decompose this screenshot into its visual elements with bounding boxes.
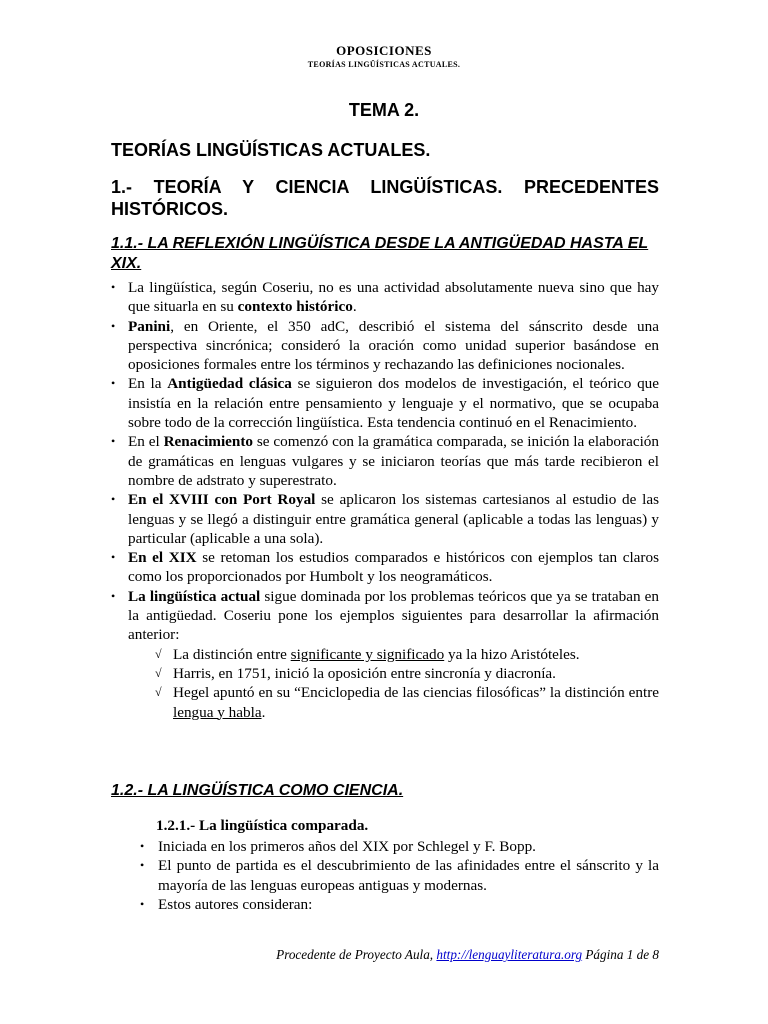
- list-item: [111, 317, 659, 375]
- item-text: Hegel apuntó en su “Enciclopedia de las ciencias filosóficas” la distinción entre: [173, 684, 659, 702]
- section-1-2-1-list: [140, 837, 659, 914]
- footer-page-number: Página 1 de 8: [582, 947, 659, 962]
- item-bold-text: En el XIX: [128, 549, 197, 567]
- bullet-icon: •: [140, 839, 145, 853]
- item-bold-text: En el XVIII con Port Royal: [128, 491, 316, 509]
- item-bold-text: La lingüística actual: [128, 587, 261, 605]
- item-bold-text: Panini: [128, 317, 171, 335]
- item-text: Iniciada en los primeros años del XIX por Schlegel y F. Bopp.: [158, 838, 536, 855]
- list-item: [111, 432, 659, 490]
- checkmark-icon: √: [155, 665, 162, 680]
- list-item: [111, 374, 659, 432]
- bullet-icon: •: [111, 550, 116, 565]
- list-item: [111, 587, 659, 722]
- bullet-icon: •: [111, 376, 116, 391]
- list-item: [111, 490, 659, 548]
- item-underlined-text: significante y significado: [290, 645, 445, 663]
- item-bold-text: Renacimiento: [163, 433, 253, 451]
- tema-heading: TEMA 2.: [348, 100, 420, 120]
- item-text: se siguieron dos modelos de investigación, el teórico que insistía en la relación entre pensamiento y lenguaje y el normativo, que se ocupaba sobre todo de la corrección lingüística. Esta tendencia continuó en el Renacimiento.: [128, 375, 659, 432]
- header-subtitle: TEORÍAS LINGÜÍSTICAS ACTUALES.: [307, 60, 461, 69]
- item-text: ya la hizo Aristóteles.: [444, 645, 580, 663]
- item-text: se aplicaron los sistemas cartesianos al estudio de las lenguas y se llegó a distinguir entre gramática general (aplicable a todas las lenguas) y particular (aplicable a una sola).: [128, 491, 659, 547]
- item-text: En el: [128, 433, 164, 451]
- sub-list-item: [128, 664, 659, 683]
- item-text: El punto de partida es el descubrimiento de las afinidades entre el sánscrito y la mayoría de las lenguas europeas antiguas y modernas.: [158, 857, 659, 894]
- checkmark-icon: √: [155, 685, 162, 700]
- bullet-icon: •: [111, 318, 116, 333]
- item-text: En la: [128, 375, 168, 393]
- bullet-icon: •: [111, 588, 116, 603]
- bullet-icon: •: [140, 896, 145, 911]
- section-1-title: 1.- TEORÍA Y CIENCIA LINGÜÍSTICAS. PRECEDENTES HISTÓRICOS.: [111, 177, 659, 219]
- section-1-1-title-text: 1.1.- LA REFLEXIÓN LINGÜÍSTICA DESDE LA ANTIGÜEDAD HASTA EL XIX.: [111, 235, 649, 272]
- item-text: se retoman los estudios comparados e históricos con ejemplos tan claros como los proporcionados por Humbolt y los neogramáticos.: [128, 549, 659, 586]
- section-1-2-title: [111, 781, 659, 801]
- item-text: , en Oriente, el 350 adC, describió el sistema del sánscrito desde una perspectiva sincrónica; consideró la oración como unidad superior basándose en oposiciones formales entre los términos y rechazando las definiciones nocionales.: [128, 317, 659, 374]
- list-item: [140, 895, 659, 914]
- section-1-1-list: [111, 278, 659, 722]
- page-footer: [276, 947, 659, 963]
- list-item: [111, 278, 659, 317]
- footer-prefix: Procedente de Proyecto Aula,: [276, 947, 437, 962]
- item-text: se comenzó con la gramática comparada, se inición la elaboración de gramáticas en lenguas vulgares y se iniciaron teorías que más tarde recibieron el nombre de adstrato y superestrato.: [128, 433, 659, 489]
- bullet-icon: •: [140, 858, 145, 873]
- item-text: sigue dominada por los problemas teóricos que ya se trataban en la antigüedad. Coseriu pone los ejemplos siguientes para desarrollar la afirmación anterior:: [128, 587, 659, 644]
- sub-list-item: [128, 683, 659, 722]
- item-text: .: [261, 703, 266, 721]
- checkmark-icon: √: [155, 646, 162, 661]
- list-item: [140, 856, 659, 895]
- list-item: [140, 837, 659, 856]
- bullet-icon: •: [111, 434, 116, 449]
- item-text: La lingüística, según Coseriu, no es una actividad absolutamente nueva sino que hay que situarla en su: [128, 279, 659, 316]
- item-underlined-text: lengua y habla: [173, 703, 262, 721]
- item-text: .: [352, 298, 357, 316]
- item-text: La distinción entre: [173, 645, 291, 663]
- main-title: TEORÍAS LINGÜÍSTICAS ACTUALES.: [111, 140, 431, 160]
- item-text: Harris, en 1751, inició la oposición entre sincronía y diacronía.: [173, 664, 556, 682]
- section-1-1-title: [111, 234, 659, 274]
- item-text: Estos autores consideran:: [158, 895, 313, 913]
- list-item: [111, 548, 659, 587]
- sub-list: [128, 645, 659, 722]
- bullet-icon: •: [111, 280, 116, 294]
- bullet-icon: •: [111, 492, 116, 507]
- item-bold-text: Antigüedad clásica: [167, 375, 292, 393]
- item-bold-text: contexto histórico: [237, 298, 353, 316]
- header-title: OPOSICIONES: [336, 43, 432, 58]
- section-1-2-1-title: 1.2.1.- La lingüística comparada.: [156, 817, 369, 834]
- section-1-2-title-text: 1.2.- LA LINGÜÍSTICA COMO CIENCIA.: [111, 782, 404, 799]
- footer-link[interactable]: http://lenguayliteratura.org: [436, 947, 583, 962]
- sub-list-item: [128, 645, 659, 664]
